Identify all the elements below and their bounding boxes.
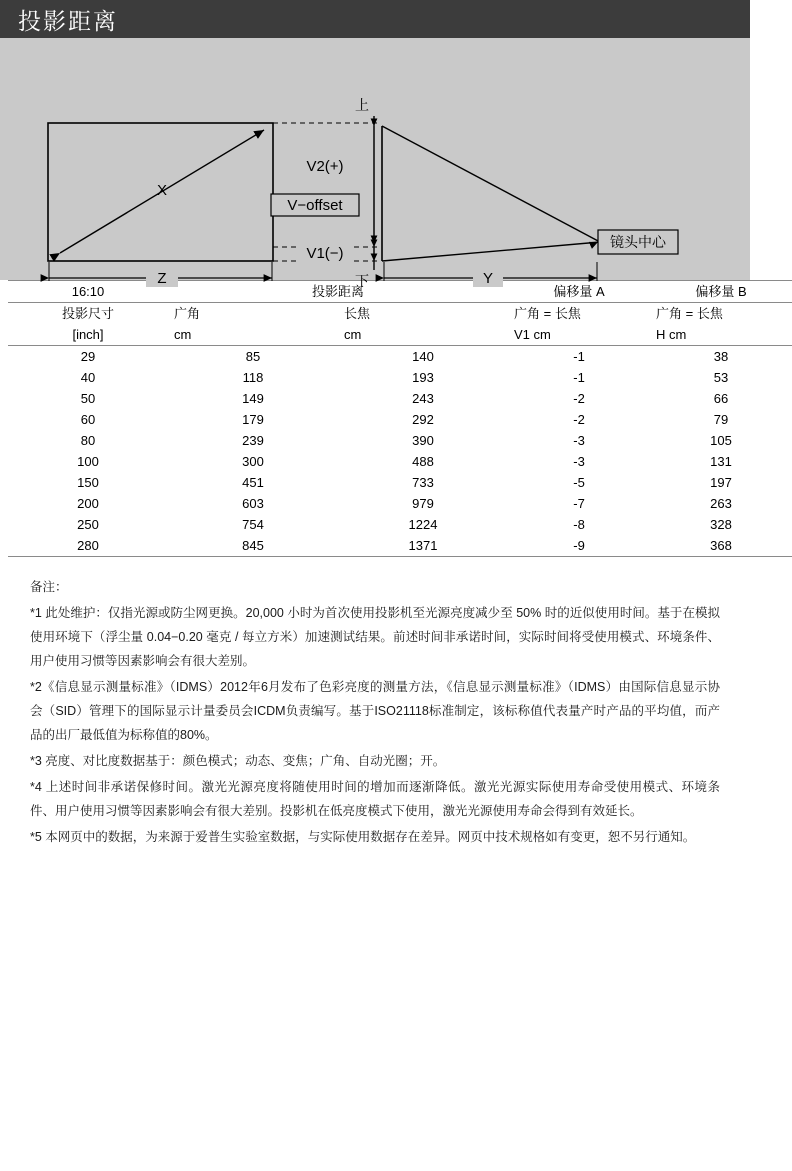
cell-offset-b: 38 <box>713 349 729 364</box>
page-title: 投影距离 <box>18 7 118 34</box>
unit-inch: [inch] <box>8 324 168 346</box>
section-header <box>0 0 750 38</box>
cell-size: 29 <box>80 349 96 364</box>
cell-offset-b: 368 <box>650 535 792 557</box>
cell-tele: 1371 <box>338 535 508 557</box>
header-offset-a: 偏移量 A <box>508 281 650 303</box>
unit-h-cm: H cm <box>650 324 792 346</box>
cell-offset-b: 105 <box>710 433 732 448</box>
label-v-offset: V−offset <box>287 197 343 214</box>
cell-offset-a: -3 <box>573 433 585 448</box>
table-row <box>8 367 792 388</box>
table-row <box>8 409 792 430</box>
cell-wide: 754 <box>242 517 264 532</box>
label-v1: V1(−) <box>306 245 344 262</box>
cell-size: 60 <box>80 412 96 427</box>
header-offset-b-sub: 广角 = 长焦 <box>650 303 792 325</box>
cell-offset-b: 79 <box>713 412 729 427</box>
table-header-row-3 <box>8 324 792 346</box>
table-row <box>8 388 792 409</box>
cell-tele: 1224 <box>408 517 438 532</box>
cell-size: 250 <box>77 517 99 532</box>
cell-offset-a: -5 <box>573 475 585 490</box>
cell-offset-a: -3 <box>573 454 585 469</box>
note-item-5: *5 本网页中的数据，为来源于爱普生实验室数据，与实际使用数据存在差异。网页中技术规格如有变更，恕不另行通知。 <box>30 830 696 844</box>
cell-wide: 239 <box>242 433 264 448</box>
cell-wide: 451 <box>242 475 264 490</box>
cell-offset-b: 66 <box>713 391 729 406</box>
cell-tele: 488 <box>412 454 434 469</box>
cell-wide: 118 <box>242 370 264 385</box>
note-item-2: *2《信息显示测量标准》（IDMS）2012年6月发布了色彩亮度的测量方法，《信息显示测量标准》（IDMS）由国际信息显示协会（SID）管理下的国际显示计量委员会ICDM负责编写。基于ISO21118标准制定，该标称值代表量产时产品的平均值，而产品的出厂最低值为标称值的80%。 <box>30 680 720 742</box>
note-item-4: *4 上述时间非承诺保修时间。激光光源亮度将随使用时间的增加而逐渐降低。激光光源实际使用寿命受使用模式、环境条件、用户使用习惯等因素影响会有很大差别。投影机在低亮度模式下使用，激光光源使用寿命会得到有效延长。 <box>30 780 720 818</box>
cell-tele: 243 <box>412 391 434 406</box>
notes-section <box>30 575 720 849</box>
cell-wide: 603 <box>242 496 264 511</box>
cell-size: 200 <box>77 496 99 511</box>
cell-offset-a: -7 <box>573 496 585 511</box>
cell-offset-b: 263 <box>710 496 732 511</box>
cell-offset-a: -2 <box>573 391 585 406</box>
label-top: 上 <box>355 97 369 113</box>
cell-offset-a: -1 <box>573 349 585 364</box>
cell-size: 100 <box>77 454 99 469</box>
cell-tele: 390 <box>412 433 434 448</box>
cell-wide: 845 <box>168 535 338 557</box>
cell-offset-a: -9 <box>508 535 650 557</box>
header-wide: 广角 <box>168 303 338 325</box>
cell-tele: 140 <box>412 349 434 364</box>
cell-size: 280 <box>8 535 168 557</box>
unit-wide-cm: cm <box>168 324 338 346</box>
label-v2: V2(+) <box>306 158 344 175</box>
cell-size: 50 <box>80 391 96 406</box>
notes-title: 备注： <box>30 580 68 594</box>
note-item-3: *3 亮度、对比度数据基于：颜色模式；动态、变焦；广角、自动光圈；开。 <box>30 754 446 768</box>
header-aspect-ratio: 16:10 <box>8 281 168 303</box>
table-header-row-1 <box>8 281 792 303</box>
cell-offset-a: -8 <box>573 517 585 532</box>
table-row <box>8 346 792 368</box>
cell-size: 40 <box>80 370 96 385</box>
cell-offset-b: 131 <box>710 454 732 469</box>
cell-tele: 979 <box>412 496 434 511</box>
cell-size: 150 <box>77 475 99 490</box>
label-bottom: 下 <box>355 273 369 289</box>
cell-tele: 292 <box>412 412 434 427</box>
projection-distance-table <box>8 280 792 557</box>
cell-offset-b: 197 <box>710 475 732 490</box>
cell-wide: 300 <box>242 454 264 469</box>
label-y: Y <box>482 270 494 287</box>
table-row <box>8 493 792 514</box>
label-lens-center: 镜头中心 <box>610 234 666 250</box>
cell-offset-b: 53 <box>713 370 729 385</box>
cell-wide: 149 <box>242 391 264 406</box>
table-header-row-2 <box>8 303 792 325</box>
header-projection-distance: 投影距离 <box>168 281 508 303</box>
table-row <box>8 451 792 472</box>
table-row <box>8 430 792 451</box>
header-tele: 长焦 <box>338 303 508 325</box>
projection-diagram <box>0 38 750 289</box>
diagram-svg <box>0 38 750 289</box>
cell-offset-a: -2 <box>573 412 585 427</box>
header-offset-b: 偏移量 B <box>650 281 792 303</box>
cell-wide: 85 <box>245 349 261 364</box>
cell-offset-a: -1 <box>573 370 585 385</box>
label-z: Z <box>157 270 167 287</box>
label-x: X <box>156 182 168 199</box>
unit-tele-cm: cm <box>338 324 508 346</box>
header-screen-size: 投影尺寸 <box>8 303 168 325</box>
unit-v1-cm: V1 cm <box>508 324 650 346</box>
header-offset-a-sub: 广角 = 长焦 <box>508 303 650 325</box>
cell-tele: 733 <box>412 475 434 490</box>
cell-size: 80 <box>80 433 96 448</box>
cell-wide: 179 <box>242 412 264 427</box>
table-row <box>8 535 792 557</box>
table-row <box>8 514 792 535</box>
cell-tele: 193 <box>412 370 434 385</box>
spec-table-wrap <box>0 280 750 557</box>
table-row <box>8 472 792 493</box>
note-item-1: *1 此处维护：仅指光源或防尘网更换。20,000 小时为首次使用投影机至光源亮度减少至 50% 时的近似使用时间。基于在模拟使用环境下（浮尘量 0.04−0.20 毫克 / 每立方米）加速测试结果。前述时间非承诺时间，实际时间将受使用模式、环境条件、用户使用习惯等因素影响会有很大差别。 <box>30 606 720 668</box>
cell-offset-b: 328 <box>710 517 732 532</box>
